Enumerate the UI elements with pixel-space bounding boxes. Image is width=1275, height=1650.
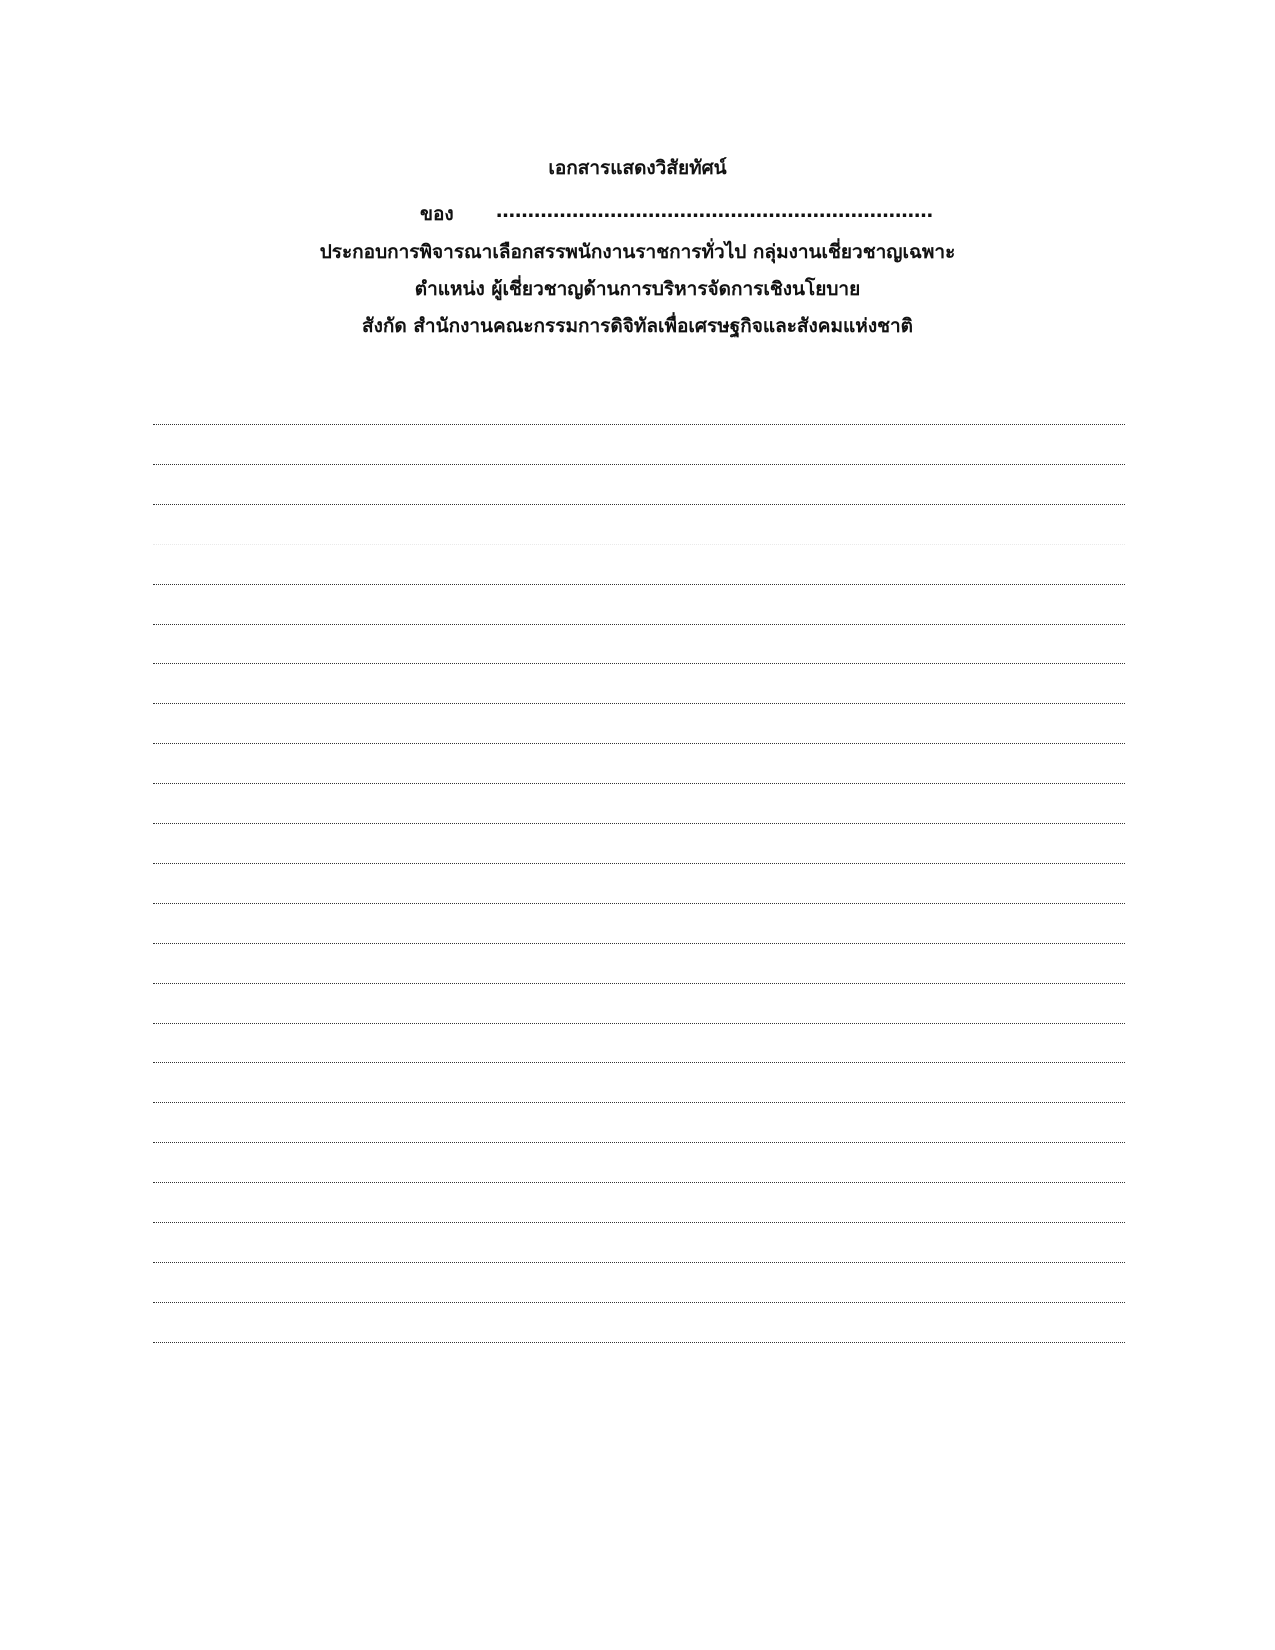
owner-name-blank[interactable]: ……………………………………………………………: [496, 200, 933, 222]
writing-line[interactable]: [153, 743, 1125, 744]
document-title: เอกสารแสดงวิสัยทัศน์: [548, 157, 727, 179]
affiliation-line: สังกัด สำนักงานคณะกรรมการดิจิทัลเพื่อเศรษฐกิจและสังคมแห่งชาติ: [361, 315, 913, 337]
writing-line[interactable]: [153, 823, 1125, 824]
writing-area[interactable]: [153, 0, 1125, 1650]
writing-line[interactable]: [153, 983, 1125, 984]
purpose-line: ประกอบการพิจารณาเลือกสรรพนักงานราชการทั่วไป กลุ่มงานเชี่ยวชาญเฉพาะ: [319, 241, 956, 263]
writing-line[interactable]: [153, 1023, 1125, 1024]
writing-line[interactable]: [153, 903, 1125, 904]
writing-line[interactable]: [153, 863, 1125, 864]
writing-line[interactable]: [153, 1062, 1125, 1063]
writing-line[interactable]: [153, 943, 1125, 944]
writing-line[interactable]: [153, 504, 1125, 505]
writing-line[interactable]: [153, 1102, 1125, 1103]
writing-line[interactable]: [153, 584, 1125, 585]
writing-line[interactable]: [153, 1262, 1125, 1263]
writing-line[interactable]: [153, 1342, 1125, 1343]
writing-line[interactable]: [153, 1182, 1125, 1183]
writing-line[interactable]: [153, 464, 1125, 465]
writing-line[interactable]: [153, 624, 1125, 625]
writing-line[interactable]: [153, 703, 1125, 704]
writing-line[interactable]: [153, 783, 1125, 784]
writing-line[interactable]: [153, 1222, 1125, 1223]
writing-line[interactable]: [153, 424, 1125, 425]
writing-line[interactable]: [153, 544, 1125, 545]
writing-line[interactable]: [153, 1142, 1125, 1143]
writing-line[interactable]: [153, 663, 1125, 664]
writing-line[interactable]: [153, 1302, 1125, 1303]
position-line: ตำแหน่ง ผู้เชี่ยวชาญด้านการบริหารจัดการเชิงนโยบาย: [414, 278, 861, 300]
owner-label: ของ: [420, 203, 454, 225]
